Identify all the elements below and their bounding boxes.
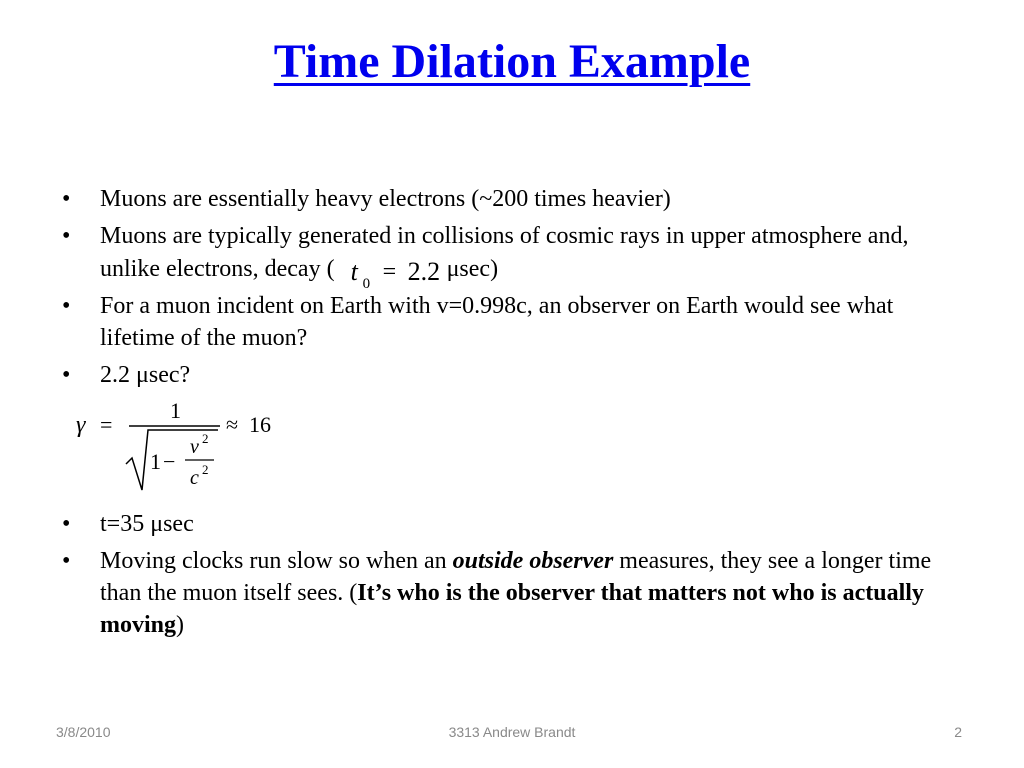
- velocity-var: v: [190, 436, 199, 458]
- approx-sign: ≈: [226, 412, 239, 437]
- bullet-item: [62, 508, 972, 540]
- bullet-text: For a muon incident on Earth with v=0.998c, an observer on Earth would see what lifetime of the muon?: [100, 293, 894, 351]
- muon-lifetime-equation: [335, 252, 447, 292]
- bullet-item: [62, 290, 972, 354]
- bullet-text: t=35 μsec: [100, 511, 194, 537]
- bullet-marker: •: [62, 511, 71, 537]
- light-speed-exponent: 2: [202, 462, 209, 477]
- bullet-text: 2.2 μsec?: [100, 362, 191, 388]
- sqrt-minus: −: [163, 449, 176, 474]
- bullet-text: Moving clocks run slow so when an: [100, 548, 453, 574]
- gamma-equation: [74, 396, 314, 496]
- velocity-exponent: 2: [202, 431, 209, 446]
- bullet-text-end: ): [176, 612, 185, 638]
- bullet-text: Muons are essentially heavy electrons (~200 times heavier): [100, 186, 671, 212]
- bullet-item: [62, 220, 972, 292]
- eq-subscript: 0: [362, 276, 371, 292]
- bullet-item: [62, 183, 972, 215]
- bullet-marker: •: [62, 186, 71, 212]
- gamma-result: 16: [249, 412, 271, 437]
- slide-title: Time Dilation Example: [273, 35, 751, 88]
- bold-text: It’s who is the observer that matters not who is actually moving: [100, 580, 924, 638]
- bullet-text-cont: measures, they see a longer time than the muon itself sees. (: [100, 548, 932, 606]
- bullet-marker: •: [62, 293, 71, 319]
- sqrt-one: 1: [150, 449, 161, 474]
- eq-value: 2.2: [407, 257, 441, 286]
- bullet-text-unit: μsec): [446, 256, 499, 282]
- emphasis-text: outside observer: [452, 548, 614, 574]
- gamma-symbol: γ: [76, 412, 86, 438]
- gamma-numerator: 1: [170, 398, 181, 423]
- bullet-marker: •: [62, 548, 71, 574]
- footer-date: 3/8/2010: [56, 724, 111, 740]
- footer-page-number: 2: [954, 724, 962, 740]
- bullet-item: [62, 545, 972, 641]
- footer-author: 3313 Andrew Brandt: [448, 724, 576, 740]
- eq-equals: =: [382, 259, 397, 285]
- bullet-text: Muons are typically generated in collisions of cosmic rays in upper atmosphere and, unlike electrons, decay (: [100, 223, 909, 282]
- gamma-equals: =: [100, 412, 113, 437]
- eq-variable: t: [350, 257, 358, 286]
- bullet-marker: •: [62, 362, 71, 388]
- bullet-item: [62, 359, 972, 391]
- light-speed-var: c: [190, 467, 199, 489]
- bullet-marker: •: [62, 223, 71, 249]
